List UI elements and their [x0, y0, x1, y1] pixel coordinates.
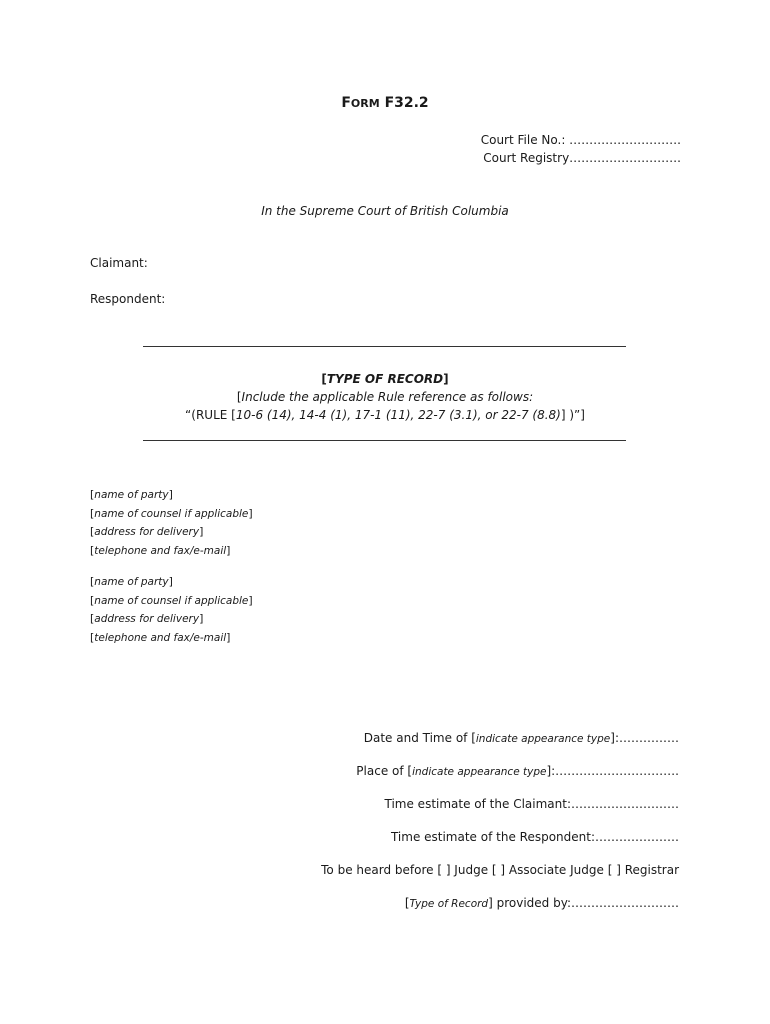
party-name: name of party [94, 489, 169, 501]
form-title-small: ORM [350, 97, 380, 110]
party-address-line: [address for delivery] [90, 525, 204, 539]
form-title [0, 95, 770, 111]
court-registry-line [483, 151, 681, 165]
claimant-estimate-line: Time estimate of the Claimant:……………………… [384, 797, 679, 811]
party-name: name of party [94, 576, 169, 588]
respondent-label: Respondent: [90, 292, 166, 306]
court-registry-dots: ………………………. [569, 151, 681, 165]
date-prefix: Date and Time of [ [363, 731, 476, 745]
party-telephone-line: [telephone and fax/e-mail] [90, 630, 231, 644]
date-italic: indicate appearance type [475, 733, 611, 745]
party-telephone: telephone and fax/e-mail [94, 544, 227, 557]
party-counsel-line: [name of counsel if applicable] [90, 506, 253, 520]
form-title-prefix: F [341, 95, 351, 111]
place-italic: indicate appearance type [412, 766, 547, 778]
party-name-line: [name of party] [90, 575, 173, 588]
provided-by-line [405, 896, 679, 910]
rule-prefix: “(RULE [ [185, 408, 236, 422]
form-title-number: F32.2 [384, 95, 429, 111]
party-block-2 [90, 573, 253, 647]
place-line [356, 764, 679, 778]
provided-suffix: ] provided by:……………………… [488, 896, 679, 910]
include-text: Include the applicable Rule reference as follows: [241, 390, 534, 404]
party-telephone-line: [telephone and fax/e-mail] [90, 543, 231, 557]
party-telephone: telephone and fax/e-mail [94, 631, 227, 644]
party-counsel: name of counsel if applicable [94, 594, 249, 607]
include-open-bracket: [ [236, 390, 242, 404]
party-address: address for delivery [94, 526, 200, 539]
rule-text: 10-6 (14), 14-4 (1), 17-1 (11), 22-7 (3.1), or 22-7 (8.8) [235, 408, 561, 422]
date-suffix: ]:…………… [610, 731, 679, 745]
date-time-line [364, 731, 679, 745]
rule-suffix: ] )”] [560, 408, 585, 422]
place-suffix: ]:…………………………. [546, 764, 679, 778]
court-file-dots: ………………………. [565, 133, 681, 147]
place-prefix: Place of [ [356, 764, 413, 778]
party-name-line: [name of party] [90, 488, 173, 501]
party-address: address for delivery [94, 613, 200, 626]
court-name: In the Supreme Court of British Columbia [261, 204, 509, 218]
court-registry-label: Court Registry [483, 151, 570, 165]
claimant-label: Claimant: [90, 256, 148, 270]
type-text: TYPE OF RECORD [326, 372, 444, 386]
rule-reference [0, 408, 770, 422]
type-close-bracket: ] [443, 372, 449, 386]
type-of-record [0, 372, 770, 386]
party-counsel: name of counsel if applicable [94, 507, 249, 520]
type-open-bracket: [ [321, 372, 327, 386]
party-block-1 [90, 486, 253, 560]
provided-open-bracket: [ [404, 896, 410, 910]
heard-before-line: To be heard before [ ] Judge [ ] Associate Judge [ ] Registrar [321, 863, 679, 877]
provided-italic: Type of Record [409, 898, 489, 910]
divider-top [143, 346, 626, 347]
court-file-line [481, 133, 681, 147]
respondent-estimate-line: Time estimate of the Respondent:………………… [390, 830, 679, 844]
court-file-label: Court File No.: [480, 133, 566, 147]
party-address-line: [address for delivery] [90, 612, 204, 626]
divider-bottom [143, 440, 626, 441]
party-counsel-line: [name of counsel if applicable] [90, 593, 253, 607]
include-instruction [0, 390, 770, 404]
